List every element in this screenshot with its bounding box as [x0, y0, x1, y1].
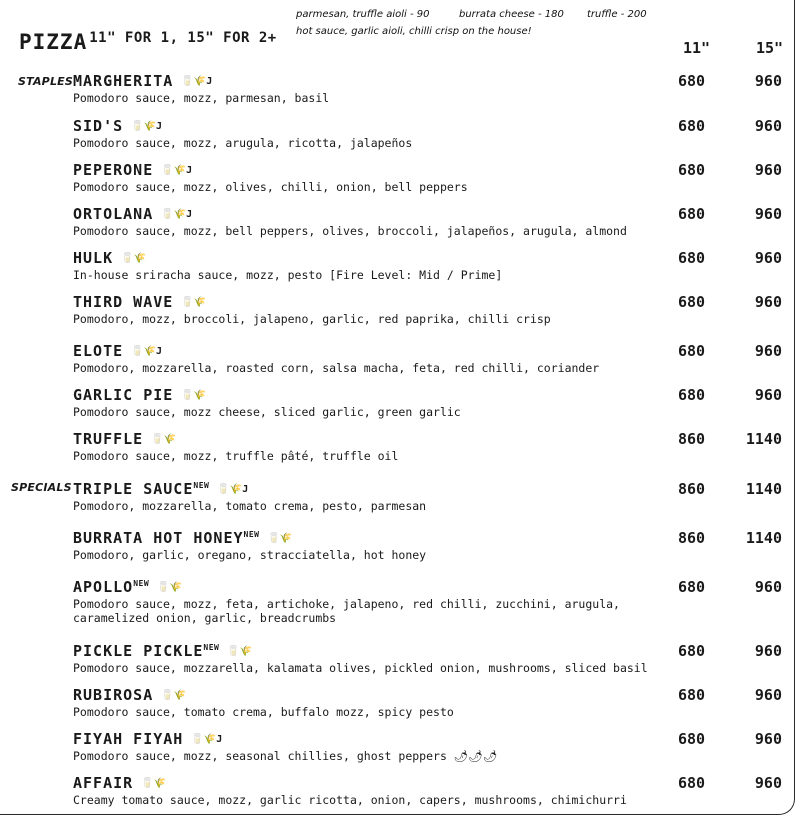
menu-item: [0, 249, 795, 293]
price-15-inch: 960: [754, 72, 782, 90]
price-15-inch: 960: [754, 686, 782, 704]
price-11-inch: 680: [678, 293, 706, 311]
item-name: [73, 342, 162, 360]
new-badge: NEW: [133, 579, 150, 588]
item-name-text: MARGHERITA: [73, 72, 174, 90]
menu-item: [0, 293, 795, 337]
item-description: Pomodoro, mozz, broccoli, jalapeno, garlic, red paprika, chilli crisp: [73, 312, 551, 326]
dietary-icons: 🥛🌾: [181, 297, 207, 308]
dietary-icons: 🥛🌾J: [181, 76, 213, 87]
menu-item: [0, 480, 795, 524]
item-name: [73, 249, 146, 267]
menu-item: [0, 578, 795, 625]
item-description: Pomodoro, mozzarella, tomato crema, pesto, parmesan: [73, 499, 427, 513]
item-name: [73, 480, 248, 498]
price-15-inch: 960: [754, 249, 782, 267]
item-description: Pomodoro, mozzarella, roasted corn, salsa macha, feta, red chilli, coriander: [73, 361, 600, 375]
item-name: [73, 730, 222, 748]
item-description: Pomodoro sauce, mozzarella, kalamata olives, pickled onion, mushrooms, sliced basil: [73, 661, 648, 675]
item-name-text: AFFAIR: [73, 774, 134, 792]
item-name-text: FIYAH FIYAH: [73, 730, 184, 748]
menu-item: [0, 774, 795, 818]
item-name: [73, 529, 292, 547]
price-11-inch: 680: [678, 642, 706, 660]
menu-item: [0, 529, 795, 573]
item-name-text: THIRD WAVE: [73, 293, 174, 311]
price-11-inch: 860: [678, 480, 706, 498]
item-name-text: RUBIROSA: [73, 686, 154, 704]
price-11-inch: 860: [678, 529, 706, 547]
item-description: Pomodoro, garlic, oregano, stracciatella, hot honey: [73, 548, 427, 562]
section-label-staples: STAPLES: [18, 75, 73, 88]
item-name: [73, 72, 212, 90]
item-name-text: PEPERONE: [73, 161, 154, 179]
item-name: [73, 578, 182, 596]
dietary-icons: 🥛🌾: [157, 582, 183, 593]
dietary-icons: 🥛🌾J: [161, 165, 193, 176]
item-description: Pomodoro sauce, mozz, seasonal chillies, ghost peppers 🌶🌶🌶: [73, 749, 498, 763]
price-15-inch: 960: [754, 205, 782, 223]
price-11-inch: 680: [678, 249, 706, 267]
menu-item: [0, 686, 795, 730]
item-name-text: HULK: [73, 249, 114, 267]
item-name-text: ELOTE: [73, 342, 124, 360]
menu-item: [0, 730, 795, 774]
price-11-inch: 680: [678, 205, 706, 223]
menu-item: [0, 161, 795, 205]
dietary-icons: 🥛🌾: [227, 646, 253, 657]
price-15-inch: 960: [754, 342, 782, 360]
addon-note-1b: burrata cheese - 180: [459, 9, 564, 20]
price-15-inch: 960: [754, 642, 782, 660]
item-description: Creamy tomato sauce, mozz, garlic ricotta, onion, capers, mushrooms, chimichurri: [73, 793, 627, 807]
price-15-inch: 960: [754, 293, 782, 311]
price-15-inch: 960: [754, 730, 782, 748]
menu-item: [0, 386, 795, 430]
addon-note-2: hot sauce, garlic aioli, chilli crisp on the house!: [296, 26, 532, 37]
price-15-inch: 960: [754, 774, 782, 792]
page-title: [19, 30, 277, 54]
dietary-icons: 🥛🌾: [151, 434, 177, 445]
item-description: Pomodoro sauce, mozz, olives, chilli, onion, bell peppers: [73, 180, 468, 194]
item-name: [73, 774, 166, 792]
item-description: Pomodoro sauce, mozz, arugula, ricotta, jalapeños: [73, 136, 413, 150]
price-11-inch: 680: [678, 161, 706, 179]
dietary-icons: 🥛🌾J: [131, 121, 163, 132]
price-11-inch: 680: [678, 72, 706, 90]
item-name: [73, 117, 162, 135]
price-15-inch: 1140: [745, 430, 782, 448]
item-name-text: SID'S: [73, 117, 124, 135]
item-name: [73, 430, 176, 448]
section-label-specials: SPECIALS: [11, 481, 72, 494]
menu-item: [0, 117, 795, 161]
price-11-inch: 680: [678, 117, 706, 135]
price-15-inch: 1140: [745, 480, 782, 498]
item-name: [73, 386, 206, 404]
size-header-large: 15": [756, 39, 784, 57]
dietary-icons: 🥛🌾J: [161, 209, 193, 220]
menu-item: [0, 342, 795, 386]
price-11-inch: 680: [678, 774, 706, 792]
price-15-inch: 960: [754, 386, 782, 404]
price-11-inch: 680: [678, 686, 706, 704]
item-description: Pomodoro sauce, mozz, truffle pâté, truffle oil: [73, 449, 399, 463]
item-name-text: GARLIC PIE: [73, 386, 174, 404]
price-15-inch: 1140: [745, 529, 782, 547]
price-15-inch: 960: [754, 578, 782, 596]
item-name: [73, 161, 192, 179]
item-name: [73, 205, 192, 223]
dietary-icons: 🥛🌾: [161, 690, 187, 701]
price-11-inch: 680: [678, 386, 706, 404]
price-15-inch: 960: [754, 117, 782, 135]
menu-item: [0, 642, 795, 686]
menu-item: [0, 430, 795, 474]
item-description: In-house sriracha sauce, mozz, pesto [Fire Level: Mid / Prime]: [73, 268, 503, 282]
new-badge: NEW: [243, 530, 260, 539]
new-badge: NEW: [203, 643, 220, 652]
dietary-icons: 🥛🌾: [121, 253, 147, 264]
item-description: Pomodoro sauce, mozz, bell peppers, olives, broccoli, jalapeños, arugula, almond: [73, 224, 627, 238]
price-11-inch: 680: [678, 730, 706, 748]
item-name: [73, 642, 252, 660]
size-header-small: 11": [683, 39, 711, 57]
dietary-icons: 🥛🌾: [141, 778, 167, 789]
item-name: [73, 686, 186, 704]
item-description: Pomodoro sauce, mozz, parmesan, basil: [73, 91, 330, 105]
title-text: PIZZA: [19, 30, 88, 54]
price-11-inch: 860: [678, 430, 706, 448]
item-name-text: PICKLE PICKLE: [73, 642, 204, 660]
item-name-text: TRUFFLE: [73, 430, 144, 448]
new-badge: NEW: [193, 481, 210, 490]
dietary-icons: 🥛🌾: [267, 533, 293, 544]
item-name-text: TRIPLE SAUCE: [73, 480, 194, 498]
price-11-inch: 680: [678, 578, 706, 596]
price-15-inch: 960: [754, 161, 782, 179]
menu-item: [0, 205, 795, 249]
item-description: Pomodoro sauce, mozz cheese, sliced garlic, green garlic: [73, 405, 461, 419]
item-name-text: ORTOLANA: [73, 205, 154, 223]
item-description: Pomodoro sauce, tomato crema, buffalo mozz, spicy pesto: [73, 705, 454, 719]
menu-item: [0, 72, 795, 116]
addon-note-1a: parmesan, truffle aioli - 90: [296, 9, 430, 20]
item-name: [73, 293, 206, 311]
dietary-icons: 🥛🌾: [181, 390, 207, 401]
dietary-icons: 🥛🌾J: [191, 734, 223, 745]
addon-note-1c: truffle - 200: [587, 9, 647, 20]
item-description: Pomodoro sauce, mozz, feta, artichoke, jalapeno, red chilli, zucchini, arugula, caramelized onion, garlic, breadcrumbs: [73, 597, 620, 625]
dietary-icons: 🥛🌾J: [217, 484, 249, 495]
title-subtitle: 11" FOR 1, 15" FOR 2+: [89, 30, 277, 46]
item-name-text: BURRATA HOT HONEY: [73, 529, 244, 547]
price-11-inch: 680: [678, 342, 706, 360]
item-name-text: APOLLO: [73, 578, 134, 596]
dietary-icons: 🥛🌾J: [131, 346, 163, 357]
